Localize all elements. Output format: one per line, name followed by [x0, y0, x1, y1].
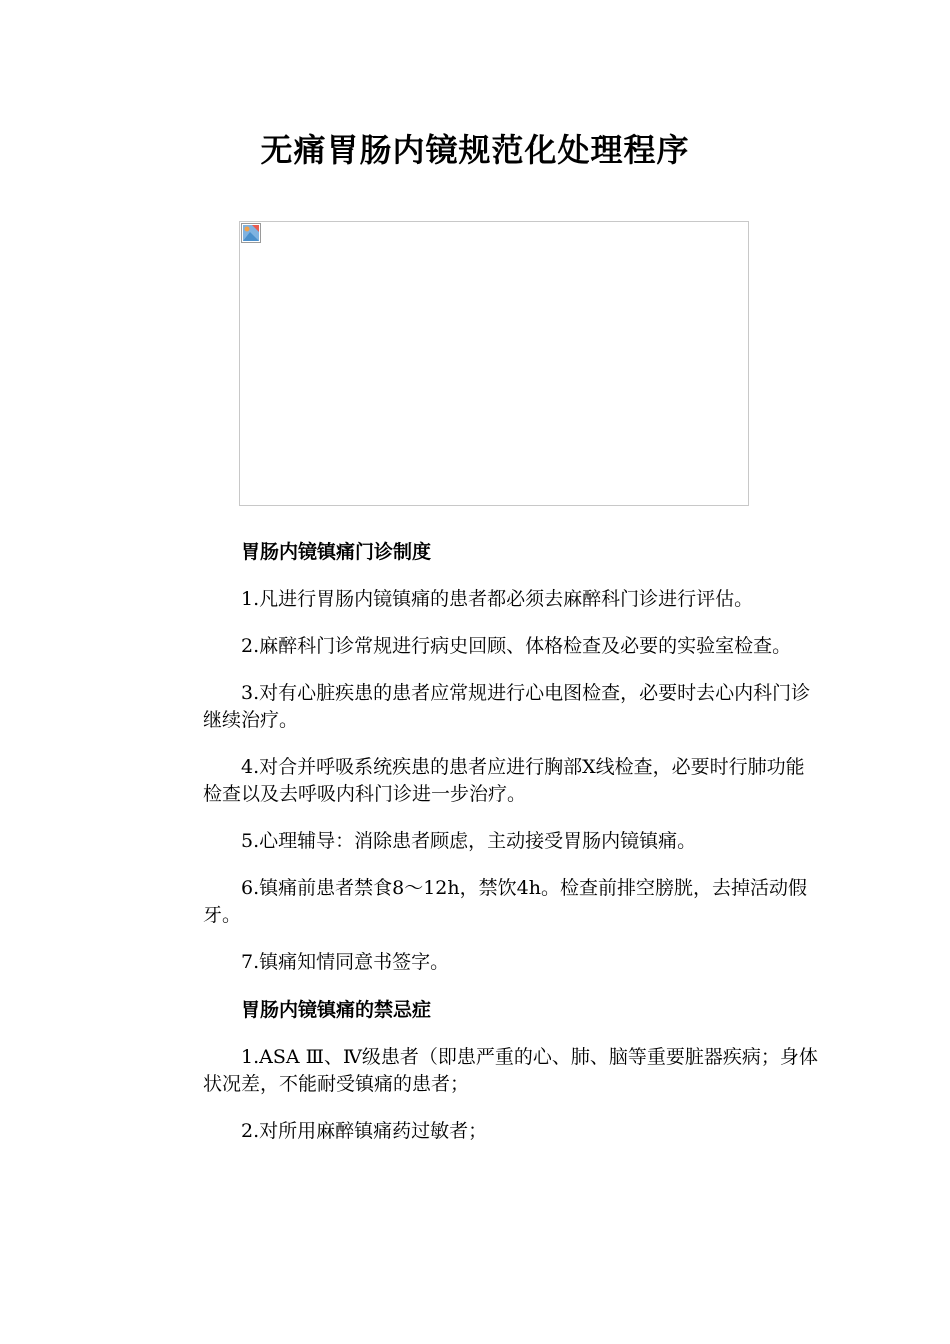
list-item: 7.镇痛知情同意书签字。 — [241, 951, 450, 973]
list-item: 1.凡进行胃肠内镜镇痛的患者都必须去麻醉科门诊进行评估。 — [241, 588, 754, 610]
section-heading-clinic: 胃肠内镜镇痛门诊制度 — [241, 541, 432, 563]
list-item: 1.ASA Ⅲ、Ⅳ级患者（即患严重的心、肺、脑等重要脏器疾病；身体状况差，不能耐受镇痛的患者； — [203, 1046, 818, 1095]
list-item: 2.对所用麻醉镇痛药过敏者； — [241, 1120, 488, 1142]
page-title: 无痛胃肠内镜规范化处理程序 — [260, 131, 690, 169]
list-item: 3.对有心脏疾患的患者应常规进行心电图检查，必要时去心内科门诊继续治疗。 — [203, 682, 811, 731]
broken-image-icon — [241, 223, 261, 243]
section-heading-contraindications: 胃肠内镜镇痛的禁忌症 — [241, 999, 432, 1021]
list-item: 6.镇痛前患者禁食8～12h，禁饮4h。检查前排空膀胱，去掉活动假牙。 — [203, 877, 807, 926]
document-body — [203, 538, 818, 1165]
list-item: 2.麻醉科门诊常规进行病史回顾、体格检查及必要的实验室检查。 — [241, 635, 792, 657]
list-item: 4.对合并呼吸系统疾患的患者应进行胸部X线检查，必要时行肺功能检查以及去呼吸内科门诊进一步治疗。 — [203, 756, 805, 805]
list-item: 5.心理辅导：消除患者顾虑，主动接受胃肠内镜镇痛。 — [241, 830, 697, 852]
image-placeholder — [239, 221, 749, 506]
